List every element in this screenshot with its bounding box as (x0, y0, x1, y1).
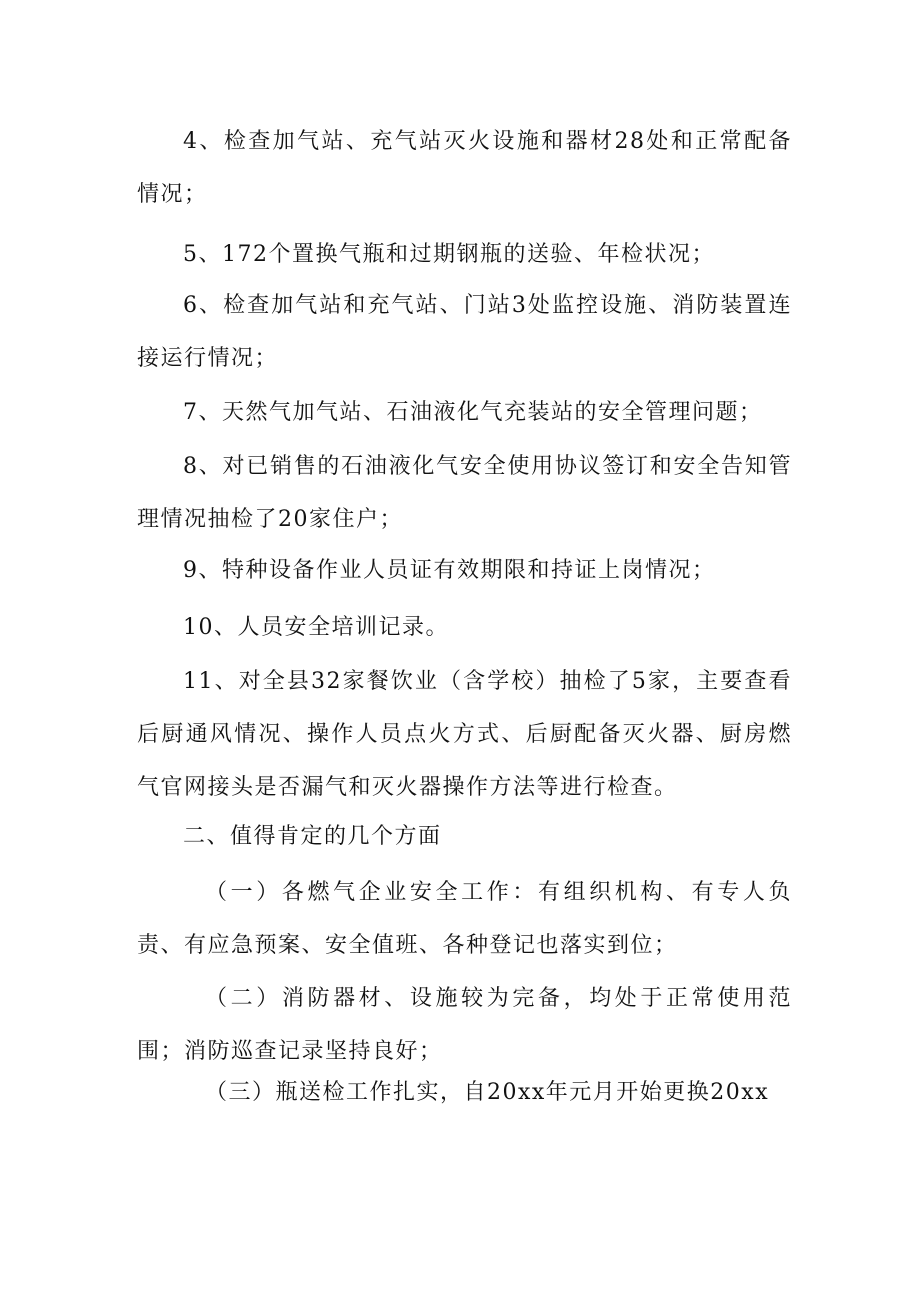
paragraph-item-8: 8、对已销售的石油液化气安全使用协议签订和安全告知管理情况抽检了20家住户； (137, 454, 792, 532)
paragraph-item-9: 9、特种设备作业人员证有效期限和持证上岗情况； (183, 558, 716, 583)
subsection-1: （一）各燃气企业安全工作：有组织机构、有专人负责、有应急预案、安全值班、各种登记也落实到位； (137, 880, 792, 958)
paragraph-item-5: 5、172个置换气瓶和过期钢瓶的送验、年检状况； (183, 242, 715, 267)
subsection-3: （三）瓶送检工作扎实，自20xx年元月开始更换20xx (205, 1080, 770, 1105)
paragraph-item-11: 11、对全县32家餐饮业（含学校）抽检了5家，主要查看后厨通风情况、操作人员点火方式、后厨配备灭火器、厨房燃气官网接头是否漏气和灭火器操作方法等进行检查。 (137, 669, 792, 800)
section-heading-2: 二、值得肯定的几个方面 (183, 824, 442, 849)
paragraph-item-6: 6、检查加气站和充气站、门站3处监控设施、消防装置连接运行情况； (137, 293, 792, 371)
paragraph-item-7: 7、天然气加气站、石油液化气充装站的安全管理问题； (183, 400, 763, 425)
paragraph-item-10: 10、人员安全培训记录。 (183, 615, 449, 640)
subsection-2: （二）消防器材、设施较为完备，均处于正常使用范围；消防巡查记录坚持良好； (137, 986, 792, 1064)
paragraph-item-4: 4、检查加气站、充气站灭火设施和器材28处和正常配备情况； (137, 129, 792, 207)
